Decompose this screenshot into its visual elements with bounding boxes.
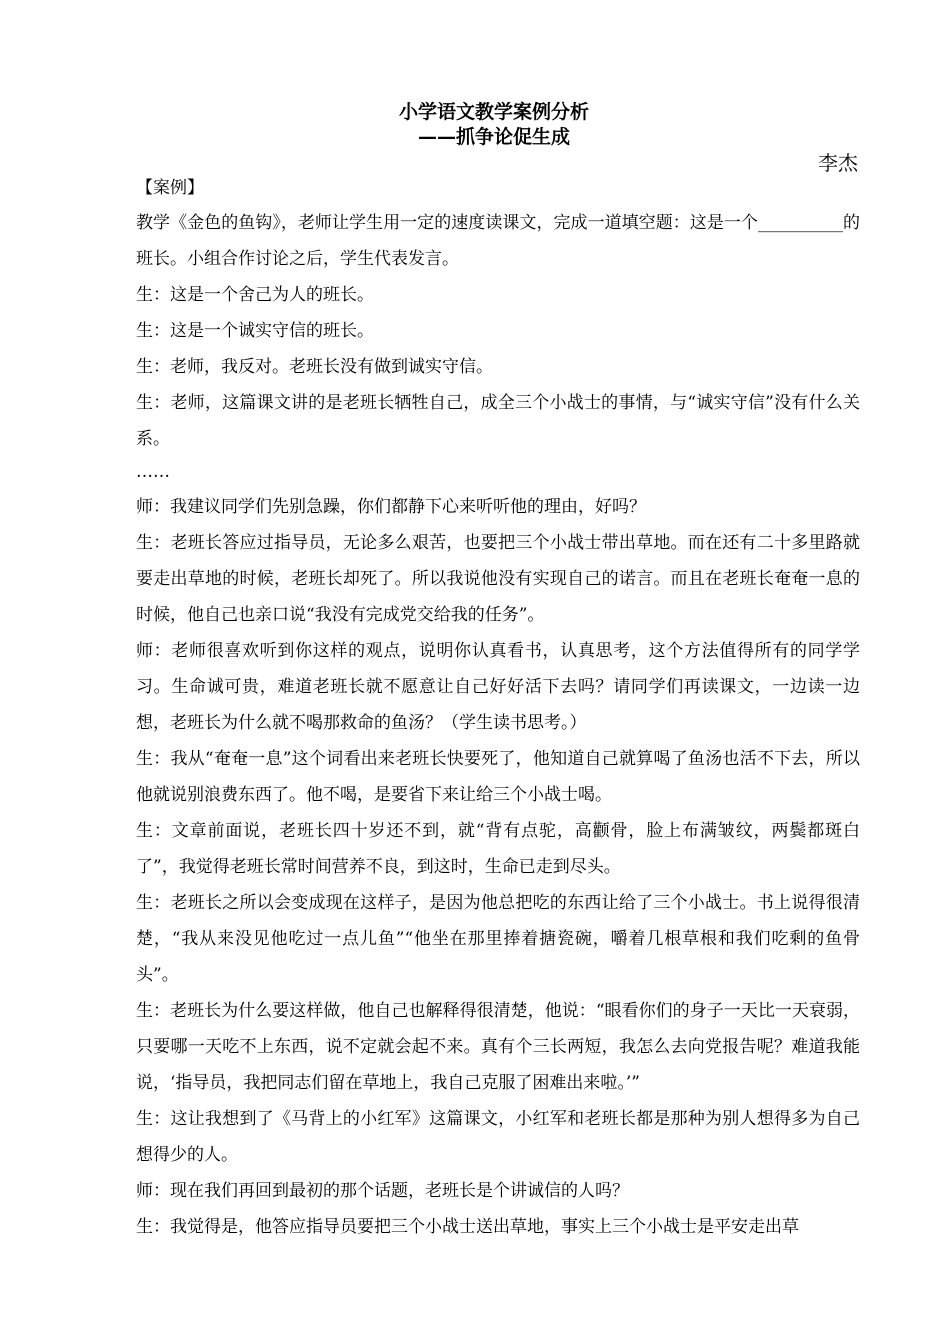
paragraph: 生：这让我想到了《马背上的小红军》这篇课文，小红军和老班长都是那种为别人想得多为自己想得少的人。 bbox=[136, 1109, 860, 1165]
author-name: 李杰 bbox=[818, 151, 858, 175]
paragraph: 教学《金色的鱼钩》，老师让学生用一定的速度读课文，完成一道填空题：这是一个__________的班长。小组合作讨论之后，学生代表发言。 bbox=[136, 213, 860, 269]
document-title: 小学语文教学案例分析 bbox=[398, 101, 589, 123]
paragraph: 生：老班长为什么要这样做，他自己也解释得很清楚，他说：“眼看你们的身子一天比一天衰弱，只要哪一天吃不上东西，说不定就会起不来。真有个三长两短，我怎么去向党报告呢？难道我能说，‘指导员，我把同志们留在草地上，我自己克服了困难出来啦。’” bbox=[136, 1001, 860, 1093]
paragraph: 生：老师，这篇课文讲的是老班长牺牲自己，成全三个小战士的事情，与“诚实守信”没有什么关系。 bbox=[136, 393, 860, 449]
paragraph: 生：老师，我反对。老班长没有做到诚实守信。 bbox=[136, 357, 493, 377]
paragraph: 师：我建议同学们先别急躁，你们都静下心来听听他的理由，好吗？ bbox=[136, 497, 646, 517]
document-subtitle: ——抓争论促生成 bbox=[417, 126, 570, 148]
paragraph: 生：我觉得是，他答应指导员要把三个小战士送出草地，事实上三个小战士是平安走出草 bbox=[136, 1217, 799, 1237]
paragraph: 生：文章前面说，老班长四十岁还不到，就“背有点驼，高颧骨，脸上布满皱纹，两鬓都斑白了”，我觉得老班长常时间营养不良，到这时，生命已走到尽头。 bbox=[136, 821, 860, 877]
paragraph: 师：现在我们再回到最初的那个话题，老班长是个讲诚信的人吗？ bbox=[136, 1181, 629, 1201]
paragraph: 师：老师很喜欢听到你这样的观点，说明你认真看书，认真思考，这个方法值得所有的同学学习。生命诚可贵，难道老班长就不愿意让自己好好活下去吗？请同学们再读课文，一边读一边想，老班长为什么就不喝那救命的鱼汤？（学生读书思考。） bbox=[136, 641, 860, 733]
paragraph: 生：我从“奄奄一息”这个词看出来老班长快要死了，他知道自己就算喝了鱼汤也活不下去，所以他就说别浪费东西了。他不喝，是要省下来让给三个小战士喝。 bbox=[136, 749, 860, 805]
paragraph: 生：这是一个舍己为人的班长。 bbox=[136, 285, 374, 305]
paragraph: 生：老班长之所以会变成现在这样子，是因为他总把吃的东西让给了三个小战士。书上说得很清楚，“我从来没见他吃过一点儿鱼”“他坐在那里捧着搪瓷碗，嚼着几根草根和我们吃剩的鱼骨头”。 bbox=[136, 893, 860, 985]
document-body bbox=[136, 205, 860, 1245]
paragraph: 生：老班长答应过指导员，无论多么艰苦，也要把三个小战士带出草地。而在还有二十多里路就要走出草地的时候，老班长却死了。所以我说他没有实现自己的诺言。而且在老班长奄奄一息的时候，他自己也亲口说“我没有完成党交给我的任务”。 bbox=[136, 533, 860, 625]
paragraph: 生：这是一个诚实守信的班长。 bbox=[136, 321, 374, 341]
ellipsis-line: …… bbox=[136, 462, 170, 482]
section-label: 【案例】 bbox=[136, 178, 204, 198]
